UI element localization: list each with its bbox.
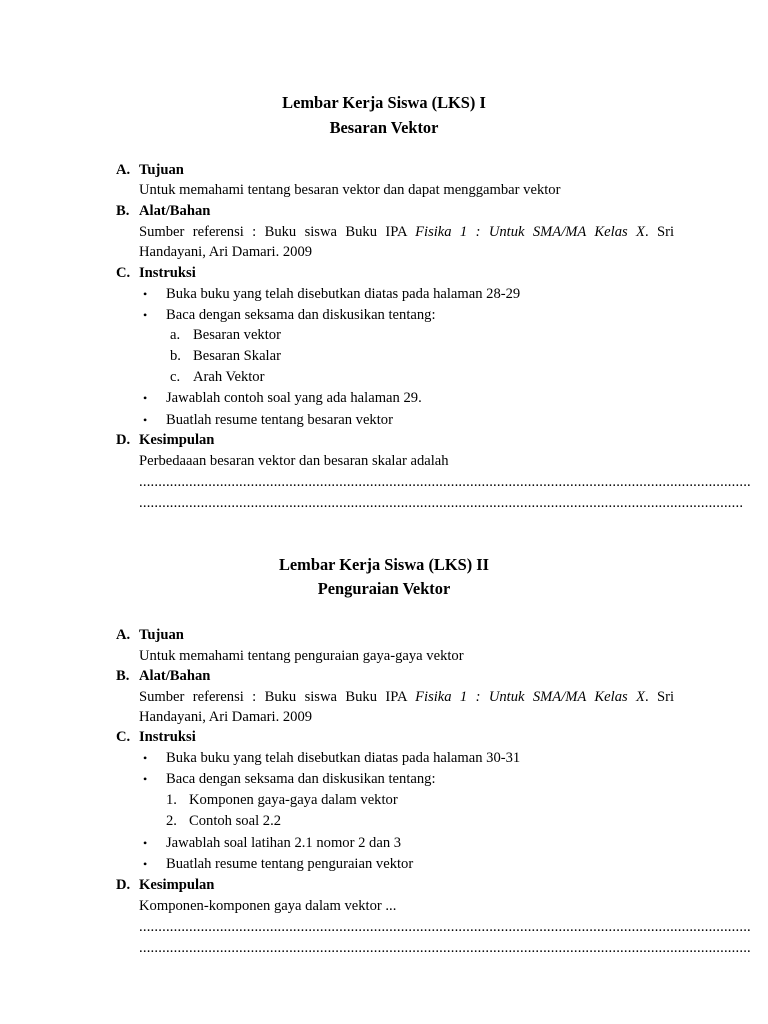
lks1-instruction-3: Jawablah contoh soal yang ada halaman 29. bbox=[166, 390, 422, 406]
lks2-section-a-heading: Tujuan bbox=[139, 627, 184, 643]
section-letter: B. bbox=[116, 668, 130, 684]
lks2-answer-line-1: ............................................................................................................................................................... bbox=[139, 919, 751, 935]
lks1-instruction-4: Buatlah resume tentang besaran vektor bbox=[166, 412, 393, 428]
lks2-conclusion-text: Komponen-komponen gaya dalam vektor ... bbox=[139, 898, 397, 914]
lks2-instruction-3: Jawablah soal latihan 2.1 nomor 2 dan 3 bbox=[166, 835, 402, 851]
reference-text-end: . Sri bbox=[644, 224, 675, 240]
lks2-reference-line1 bbox=[139, 687, 674, 707]
reference-book-title: Fisika 1 : Untuk SMA/MA Kelas X bbox=[415, 689, 645, 705]
lks1-answer-line-2: ............................................................................................................................................................. bbox=[139, 495, 744, 511]
lks2-sub-item-1: Komponen gaya-gaya dalam vektor bbox=[189, 792, 398, 808]
section-letter: D. bbox=[116, 877, 131, 893]
reference-book-title: Fisika 1 : Untuk SMA/MA Kelas X bbox=[415, 224, 645, 240]
sub-label: 1. bbox=[166, 792, 177, 808]
reference-text: Sumber referensi : Buku siswa Buku IPA bbox=[139, 689, 416, 705]
sub-label: c. bbox=[170, 369, 181, 385]
lks2-answer-line-2: ............................................................................................................................................................... bbox=[139, 940, 751, 956]
sub-label: a. bbox=[170, 327, 181, 343]
lks1-tujuan-text: Untuk memahami tentang besaran vektor dan dapat menggambar vektor bbox=[139, 182, 561, 198]
bullet-icon: • bbox=[143, 751, 148, 765]
bullet-icon: • bbox=[143, 308, 148, 322]
lks2-sub-item-2: Contoh soal 2.2 bbox=[189, 813, 282, 829]
lks2-reference-line2: Handayani, Ari Damari. 2009 bbox=[139, 709, 313, 725]
lks1-instruction-1: Buka buku yang telah disebutkan diatas pada halaman 28-29 bbox=[166, 286, 521, 302]
reference-text: Sumber referensi : Buku siswa Buku IPA bbox=[139, 224, 416, 240]
bullet-icon: • bbox=[143, 287, 148, 301]
bullet-icon: • bbox=[143, 413, 148, 427]
sub-label: b. bbox=[170, 348, 181, 364]
lks2-title: Lembar Kerja Siswa (LKS) II bbox=[278, 555, 490, 574]
lks2-section-d-heading: Kesimpulan bbox=[139, 877, 215, 893]
lks1-title: Lembar Kerja Siswa (LKS) I bbox=[282, 93, 486, 112]
lks1-sub-item-3: Arah Vektor bbox=[193, 369, 265, 385]
reference-text-end: . Sri bbox=[644, 689, 675, 705]
bullet-icon: • bbox=[143, 836, 148, 850]
lks1-section-c-heading: Instruksi bbox=[139, 265, 196, 281]
bullet-icon: • bbox=[143, 857, 148, 871]
lks2-instruction-2: Baca dengan seksama dan diskusikan tentang: bbox=[166, 771, 436, 787]
section-letter: A. bbox=[116, 627, 131, 643]
lks2-section-c-heading: Instruksi bbox=[139, 729, 196, 745]
lks2-instruction-4: Buatlah resume tentang penguraian vektor bbox=[166, 856, 414, 872]
lks1-reference-line1 bbox=[139, 222, 674, 242]
lks1-sub-item-1: Besaran vektor bbox=[193, 327, 281, 343]
bullet-icon: • bbox=[143, 772, 148, 786]
lks1-section-d-heading: Kesimpulan bbox=[139, 432, 215, 448]
section-letter: B. bbox=[116, 203, 130, 219]
lks2-instruction-1: Buka buku yang telah disebutkan diatas pada halaman 30-31 bbox=[166, 750, 521, 766]
lks1-section-a-heading: Tujuan bbox=[139, 162, 184, 178]
lks1-section-b-heading: Alat/Bahan bbox=[139, 203, 211, 219]
lks1-subtitle: Besaran Vektor bbox=[329, 118, 439, 137]
section-letter: C. bbox=[116, 729, 131, 745]
lks2-section-b-heading: Alat/Bahan bbox=[139, 668, 211, 684]
lks2-subtitle: Penguraian Vektor bbox=[317, 579, 451, 598]
bullet-icon: • bbox=[143, 391, 148, 405]
lks1-conclusion-text: Perbedaaan besaran vektor dan besaran skalar adalah bbox=[139, 453, 449, 469]
sub-label: 2. bbox=[166, 813, 177, 829]
section-letter: C. bbox=[116, 265, 131, 281]
lks2-tujuan-text: Untuk memahami tentang penguraian gaya-gaya vektor bbox=[139, 648, 464, 664]
section-letter: D. bbox=[116, 432, 131, 448]
lks1-answer-line-1: ............................................................................................................................................................... bbox=[139, 474, 751, 490]
lks1-instruction-2: Baca dengan seksama dan diskusikan tentang: bbox=[166, 307, 436, 323]
section-letter: A. bbox=[116, 162, 131, 178]
lks1-sub-item-2: Besaran Skalar bbox=[193, 348, 281, 364]
lks1-reference-line2: Handayani, Ari Damari. 2009 bbox=[139, 244, 313, 260]
